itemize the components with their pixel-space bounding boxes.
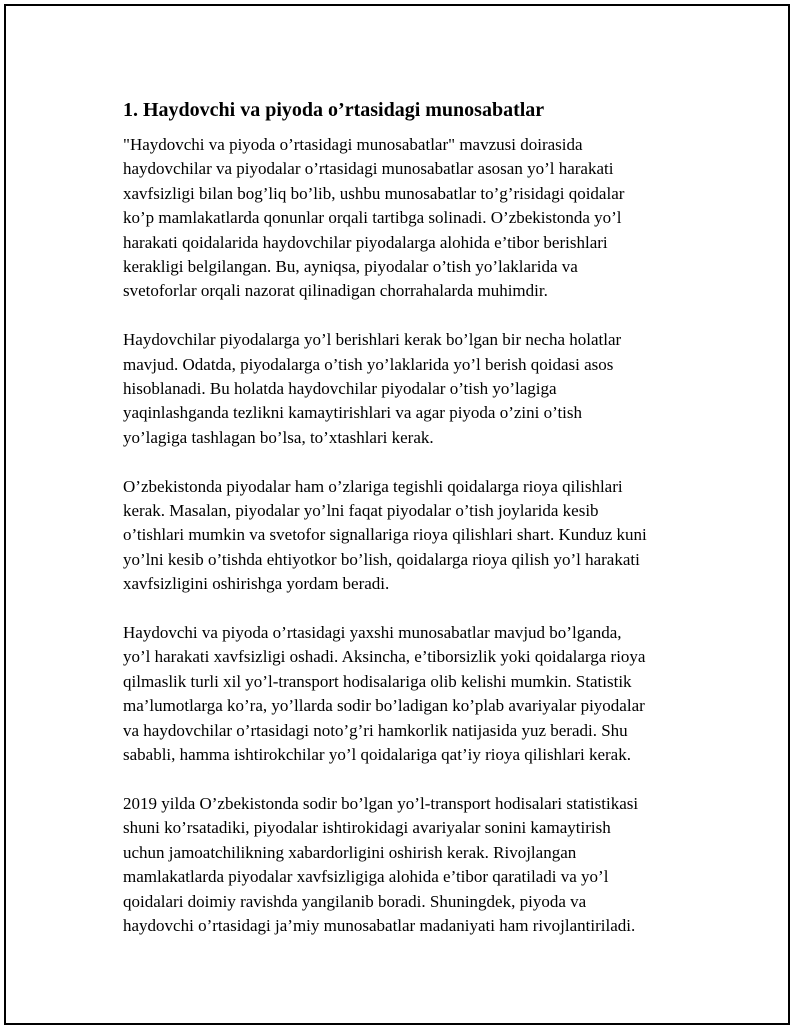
- text-line: o’tishlari mumkin va svetofor signallariga rioya qilishlari shart. Kunduz kuni: [123, 525, 647, 545]
- text-line: yo’l harakati xavfsizligi oshadi. Aksincha, e’tiborsizlik yoki qoidalarga rioya: [123, 647, 646, 667]
- text-line: ko’p mamlakatlarda qonunlar orqali tartibga solinadi. O’zbekistonda yo’l: [123, 208, 622, 228]
- text-line: shuni ko’rsatadiki, piyodalar ishtirokidagi avariyalar sonini kamaytirish: [123, 818, 611, 838]
- text-line: uchun jamoatchilikning xabardorligini oshirish kerak. Rivojlangan: [123, 842, 577, 862]
- text-line: kerakligi belgilangan. Bu, ayniqsa, piyodalar o’tish yo’laklarida va: [123, 257, 578, 277]
- text-line: yaqinlashganda tezlikni kamaytirishlari va agar piyoda o’zini o’tish: [123, 403, 583, 423]
- text-line: Haydovchilar piyodalarga yo’l berishlari kerak bo’lgan bir necha holatlar: [123, 330, 622, 350]
- text-line: harakati qoidalarida haydovchilar piyodalarga alohida e’tibor berishlari: [123, 232, 608, 252]
- text-line: O’zbekistonda piyodalar ham o’zlariga tegishli qoidalarga rioya qilishlari: [123, 476, 623, 496]
- paragraph-3: [123, 475, 701, 597]
- text-line: qoidalari doimiy ravishda yangilanib boradi. Shuningdek, piyoda va: [123, 891, 587, 911]
- section-heading: 1. Haydovchi va piyoda o’rtasidagi munosabatlar: [123, 99, 545, 121]
- paragraph-2: [123, 328, 701, 450]
- text-line: haydovchi o’rtasidagi ja’miy munosabatlar madaniyati ham rivojlantiriladi.: [123, 915, 636, 935]
- text-line: va haydovchilar o’rtasidagi noto’g’ri hamkorlik natijasida yuz beradi. Shu: [123, 720, 628, 740]
- text-line: hisoblanadi. Bu holatda haydovchilar piyodalar o’tish yo’lagiga: [123, 379, 557, 399]
- text-line: haydovchilar va piyodalar o’rtasidagi munosabatlar asosan yo’l harakati: [123, 159, 614, 179]
- text-line: 2019 yilda O’zbekistonda sodir bo’lgan yo’l-transport hodisalari statistikasi: [123, 793, 639, 813]
- paragraph-4: [123, 621, 701, 767]
- text-line: mavjud. Odatda, piyodalarga o’tish yo’laklarida yo’l berish qoidasi asos: [123, 354, 614, 374]
- paragraph-5: [123, 792, 701, 938]
- text-line: yo’lagiga tashlagan bo’lsa, to’xtashlari kerak.: [123, 427, 434, 447]
- text-line: ma’lumotlarga ko’ra, yo’llarda sodir bo’ladigan ko’plab avariyalar piyodalar: [123, 696, 645, 716]
- paragraph-1: [123, 133, 701, 304]
- text-line: sababli, hamma ishtirokchilar yo’l qoidalariga qat’iy rioya qilishlari kerak.: [123, 745, 631, 765]
- text-line: Haydovchi va piyoda o’rtasidagi yaxshi munosabatlar mavjud bo’lganda,: [123, 623, 622, 643]
- text-line: kerak. Masalan, piyodalar yo’lni faqat piyodalar o’tish joylarida kesib: [123, 501, 599, 521]
- document-body: [123, 98, 701, 963]
- text-line: yo’lni kesib o’tishda ehtiyotkor bo’lish, qoidalarga rioya qilish yo’l harakati: [123, 549, 640, 569]
- text-line: xavfsizligi bilan bog’liq bo’lib, ushbu munosabatlar to’g’risidagi qoidalar: [123, 183, 625, 203]
- text-line: xavfsizligini oshirishga yordam beradi.: [123, 574, 390, 594]
- text-line: svetoforlar orqali nazorat qilinadigan chorrahalarda muhimdir.: [123, 281, 548, 301]
- text-line: mamlakatlarda piyodalar xavfsizligiga alohida e’tibor qaratiladi va yo’l: [123, 867, 609, 887]
- text-line: qilmaslik turli xil yo’l-transport hodisalariga olib kelishi mumkin. Statistik: [123, 671, 632, 691]
- page-frame: [4, 4, 790, 1025]
- text-line: "Haydovchi va piyoda o’rtasidagi munosabatlar" mavzusi doirasida: [123, 135, 583, 154]
